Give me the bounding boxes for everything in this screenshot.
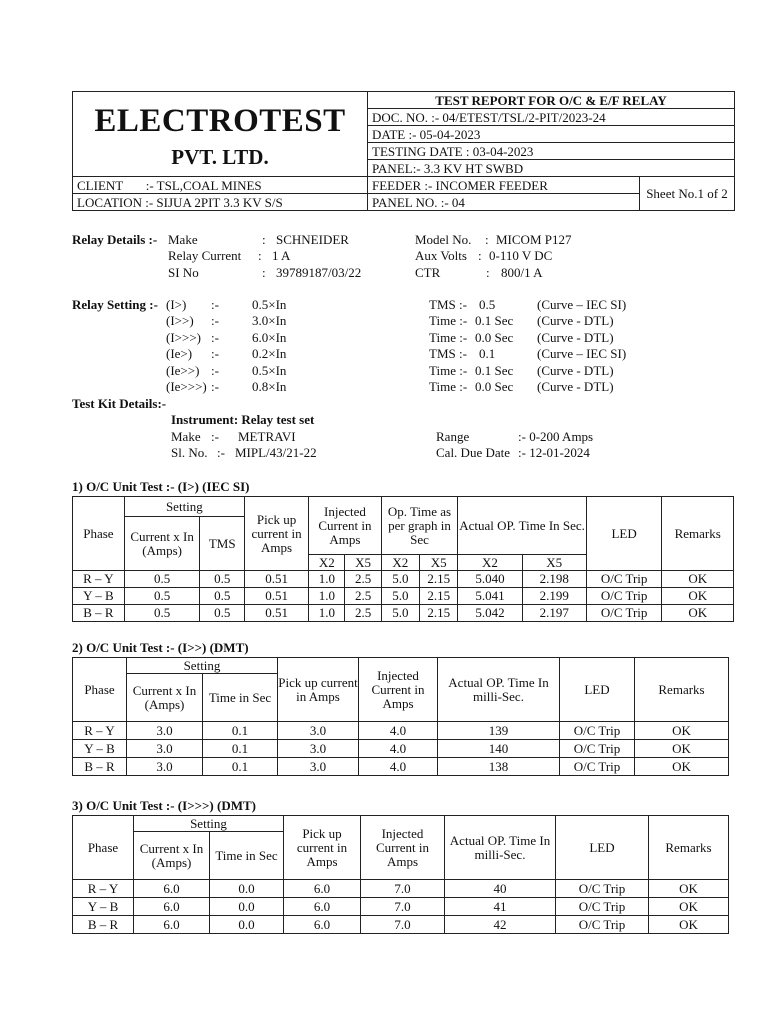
relay-current-label: Relay Current [168,248,242,264]
kit-sl-label: Sl. No. [171,445,208,461]
relay-current-colon: : [258,248,262,264]
table-cell: OK [649,880,729,898]
setting-time-label: Time :- [429,378,468,394]
table-cell: 7.0 [361,880,445,898]
table-cell: OK [662,588,734,605]
setting-time-value: 0.0 Sec [475,329,514,345]
table-cell: 0.1 [203,758,278,776]
table-cell: OK [635,722,729,740]
phase-cell: B – R [73,916,134,934]
table-cell: 140 [438,740,560,758]
table-cell: 1.0 [309,588,345,605]
col-phase: Phase [73,816,134,880]
col-current: Current x In (Amps) [127,674,203,722]
col-setting: Setting [127,658,278,674]
col-time: Time in Sec [210,832,284,880]
col-x2: X2 [309,555,345,571]
table-row [73,571,734,588]
relay-details-label: Relay Details :- [72,232,158,247]
table-row [73,898,729,916]
table-cell: 6.0 [284,898,361,916]
table-cell: O/C Trip [586,588,662,605]
doc-number: DOC. NO. :- 04/ETEST/TSL/2-PIT/2023-24 [368,109,735,126]
setting-value: 0.8×In [252,378,287,394]
relay-model: MICOM P127 [496,232,572,247]
relay-current: 1 A [272,248,291,264]
table-cell: 5.040 [458,571,522,588]
col-phase: Phase [73,497,125,571]
table-cell: 7.0 [361,898,445,916]
aux-volts-label: Aux Volts [415,248,467,264]
kit-sl-sep: :- [217,445,225,461]
phase-cell: R – Y [73,722,127,740]
setting-time-value: 0.5 [479,297,496,312]
table-cell: 2.197 [522,605,586,622]
col-led: LED [586,497,662,571]
kit-make-sep: :- [211,428,219,444]
setting-stage: (Ie>>) [166,362,200,378]
sheet-number: Sheet No.1 of 2 [640,177,735,211]
col-pickup: Pick up current in Amps [284,816,361,880]
setting-time-value: 0.1 Sec [475,313,514,329]
table-cell: O/C Trip [586,571,662,588]
kit-sl-no: MIPL/43/21-22 [235,445,317,461]
table-cell: 0.5 [124,571,200,588]
table-cell: 4.0 [359,758,438,776]
setting-curve: (Curve - DTL) [537,329,614,345]
test-kit-details [72,396,732,462]
client: CLIENT :- TSL,COAL MINES [73,177,368,194]
setting-time-value: 0.1 [479,346,496,362]
test2-title: 2) O/C Unit Test :- (I>>) (DMT) [72,640,249,655]
setting-stage: (I>) [166,297,187,312]
table-cell: 0.1 [203,740,278,758]
table-cell: 0.5 [200,588,245,605]
ctr-label: CTR [415,264,441,280]
table-cell: 2.15 [420,571,458,588]
setting-value: 0.5×In [252,362,287,378]
si-no-label: SI No [168,264,199,280]
cal-due-label: Cal. Due Date [436,445,511,461]
table-cell: O/C Trip [556,880,649,898]
col-actual-time: Actual OP. Time In Sec. [458,497,586,555]
col-remarks: Remarks [649,816,729,880]
col-led: LED [560,658,635,722]
col-setting: Setting [134,816,284,832]
table-cell: 138 [438,758,560,776]
feeder: FEEDER :- INCOMER FEEDER [368,177,640,194]
relay-make: SCHNEIDER [276,232,349,247]
table-cell: O/C Trip [586,605,662,622]
panel: PANEL:- 3.3 KV HT SWBD [368,160,735,177]
setting-value: 6.0×In [252,329,287,345]
test3-title: 3) O/C Unit Test :- (I>>>) (DMT) [72,798,256,813]
table-cell: 6.0 [284,916,361,934]
table-cell: O/C Trip [560,722,635,740]
table-cell: 4.0 [359,722,438,740]
table-row [73,588,734,605]
col-pickup: Pick up current in Amps [244,497,308,571]
panel-number: PANEL NO. :- 04 [368,194,640,211]
table-cell: O/C Trip [556,916,649,934]
make-colon: : [262,232,266,247]
col-setting: Setting [124,497,244,517]
model-label: Model No. [415,232,472,247]
table-cell: 0.51 [244,605,308,622]
si-no: 39789187/03/22 [276,264,362,280]
col-x2: X2 [381,555,419,571]
col-actual-time: Actual OP. Time In milli-Sec. [445,816,556,880]
table-cell: 0.5 [200,571,245,588]
range-label: Range [436,428,470,444]
table-cell: 0.5 [200,605,245,622]
table-row [73,758,729,776]
table-cell: 3.0 [127,722,203,740]
kit-make-label: Make [171,428,201,444]
col-phase: Phase [73,658,127,722]
test1-title: 1) O/C Unit Test :- (I>) (IEC SI) [72,479,250,494]
col-remarks: Remarks [635,658,729,722]
phase-cell: R – Y [73,880,134,898]
table-cell: 6.0 [134,880,210,898]
table-cell: OK [662,605,734,622]
setting-value: 0.5×In [252,297,287,312]
setting-stage: (I>>>) [166,329,201,345]
setting-sep: :- [211,346,219,362]
table-cell: 5.042 [458,605,522,622]
table-cell: 2.5 [345,588,381,605]
table-row [73,722,729,740]
setting-time-label: TMS :- [429,297,467,312]
col-remarks: Remarks [662,497,734,571]
setting-sep: :- [211,378,219,394]
col-injected: Injected Current in Amps [359,658,438,722]
cal-due-date: :- 12-01-2024 [518,445,590,461]
testing-date: TESTING DATE : 03-04-2023 [368,143,735,160]
table-cell: 5.0 [381,571,419,588]
report-date: DATE :- 05-04-2023 [368,126,735,143]
location: LOCATION :- SIJUA 2PIT 3.3 KV S/S [73,194,368,211]
table-cell: 2.198 [522,571,586,588]
col-x5: X5 [345,555,381,571]
range: :- 0-200 Amps [518,428,594,444]
setting-time-label: Time :- [429,329,468,345]
aux-volts-colon: : [478,248,482,264]
setting-sep: :- [211,329,219,345]
phase-cell: Y – B [73,740,127,758]
table-cell: 42 [445,916,556,934]
table-cell: 0.0 [210,880,284,898]
table-row [73,916,729,934]
setting-time-label: Time :- [429,313,468,329]
table-cell: 6.0 [134,898,210,916]
relay-details [72,232,732,281]
table-cell: 2.199 [522,588,586,605]
col-x5: X5 [522,555,586,571]
col-injected: Injected Current in Amps [309,497,382,555]
table-cell: OK [662,571,734,588]
kit-make: METRAVI [238,428,296,444]
setting-time-value: 0.1 Sec [475,362,514,378]
table-row [73,605,734,622]
table-cell: 0.0 [210,898,284,916]
table-row [73,740,729,758]
table-cell: 2.5 [345,571,381,588]
relay-setting [72,297,732,395]
table-cell: 1.0 [309,605,345,622]
phase-cell: Y – B [73,898,134,916]
col-led: LED [556,816,649,880]
table-cell: 0.0 [210,916,284,934]
test1-table [72,496,734,622]
instrument: Instrument: Relay test set [171,412,315,428]
company-suffix: PVT. LTD. [171,145,269,169]
setting-stage: (Ie>>>) [166,378,207,394]
table-cell: 5.0 [381,588,419,605]
phase-cell: B – R [73,605,125,622]
col-time: Time in Sec [203,674,278,722]
setting-sep: :- [211,297,219,312]
company-name: ELECTROTEST [94,103,346,139]
col-op-time-graph: Op. Time as per graph in Sec [381,497,458,555]
col-x2: X2 [458,555,522,571]
table-cell: 6.0 [134,916,210,934]
table-cell: 2.5 [345,605,381,622]
setting-sep: :- [211,313,219,329]
table-cell: 3.0 [278,740,359,758]
table-cell: 40 [445,880,556,898]
setting-stage: (I>>) [166,313,194,329]
setting-curve: (Curve - DTL) [537,378,614,394]
table-row [73,880,729,898]
ctr: 800/1 A [501,264,543,280]
table-cell: 5.041 [458,588,522,605]
report-title: TEST REPORT FOR O/C & E/F RELAY [368,92,735,109]
setting-time-value: 0.0 Sec [475,378,514,394]
table-cell: 0.5 [124,605,200,622]
relay-setting-label: Relay Setting :- [72,297,158,312]
table-cell: 41 [445,898,556,916]
table-cell: 6.0 [284,880,361,898]
table-cell: O/C Trip [556,898,649,916]
col-x5: X5 [420,555,458,571]
test-kit-label: Test Kit Details:- [72,396,167,411]
setting-value: 3.0×In [252,313,287,329]
table-cell: O/C Trip [560,758,635,776]
table-cell: 0.51 [244,571,308,588]
setting-time-label: Time :- [429,362,468,378]
table-cell: 7.0 [361,916,445,934]
table-cell: OK [635,758,729,776]
company-brand [73,92,368,177]
si-no-colon: : [262,264,266,280]
aux-volts: 0-110 V DC [489,248,553,264]
table-cell: 0.1 [203,722,278,740]
setting-curve: (Curve – IEC SI) [537,297,627,312]
table-cell: 0.5 [124,588,200,605]
table-cell: 0.51 [244,588,308,605]
table-cell: OK [635,740,729,758]
col-injected: Injected Current in Amps [361,816,445,880]
table-cell: 3.0 [278,722,359,740]
table-cell: 139 [438,722,560,740]
table-cell: O/C Trip [560,740,635,758]
table-cell: 2.15 [420,605,458,622]
col-current: Current x In (Amps) [134,832,210,880]
table-cell: 2.15 [420,588,458,605]
setting-value: 0.2×In [252,346,287,362]
model-colon: : [485,232,489,247]
table-cell: OK [649,898,729,916]
make-label: Make [168,232,198,247]
table-cell: 1.0 [309,571,345,588]
col-current: Current x In (Amps) [124,517,200,571]
setting-curve: (Curve – IEC SI) [537,346,627,362]
setting-stage: (Ie>) [166,346,193,362]
col-actual-time: Actual OP. Time In milli-Sec. [438,658,560,722]
table-cell: 3.0 [278,758,359,776]
setting-curve: (Curve - DTL) [537,362,614,378]
phase-cell: B – R [73,758,127,776]
setting-curve: (Curve - DTL) [537,313,614,329]
table-cell: 3.0 [127,758,203,776]
table-cell: OK [649,916,729,934]
report-header [72,91,735,211]
test3-table [72,815,729,934]
phase-cell: Y – B [73,588,125,605]
ctr-colon: : [486,264,490,280]
col-pickup: Pick up current in Amps [278,658,359,722]
table-cell: 3.0 [127,740,203,758]
setting-sep: :- [211,362,219,378]
setting-time-label: TMS :- [429,346,467,362]
table-cell: 5.0 [381,605,419,622]
col-tms: TMS [200,517,245,571]
phase-cell: R – Y [73,571,125,588]
test2-table [72,657,729,776]
table-cell: 4.0 [359,740,438,758]
